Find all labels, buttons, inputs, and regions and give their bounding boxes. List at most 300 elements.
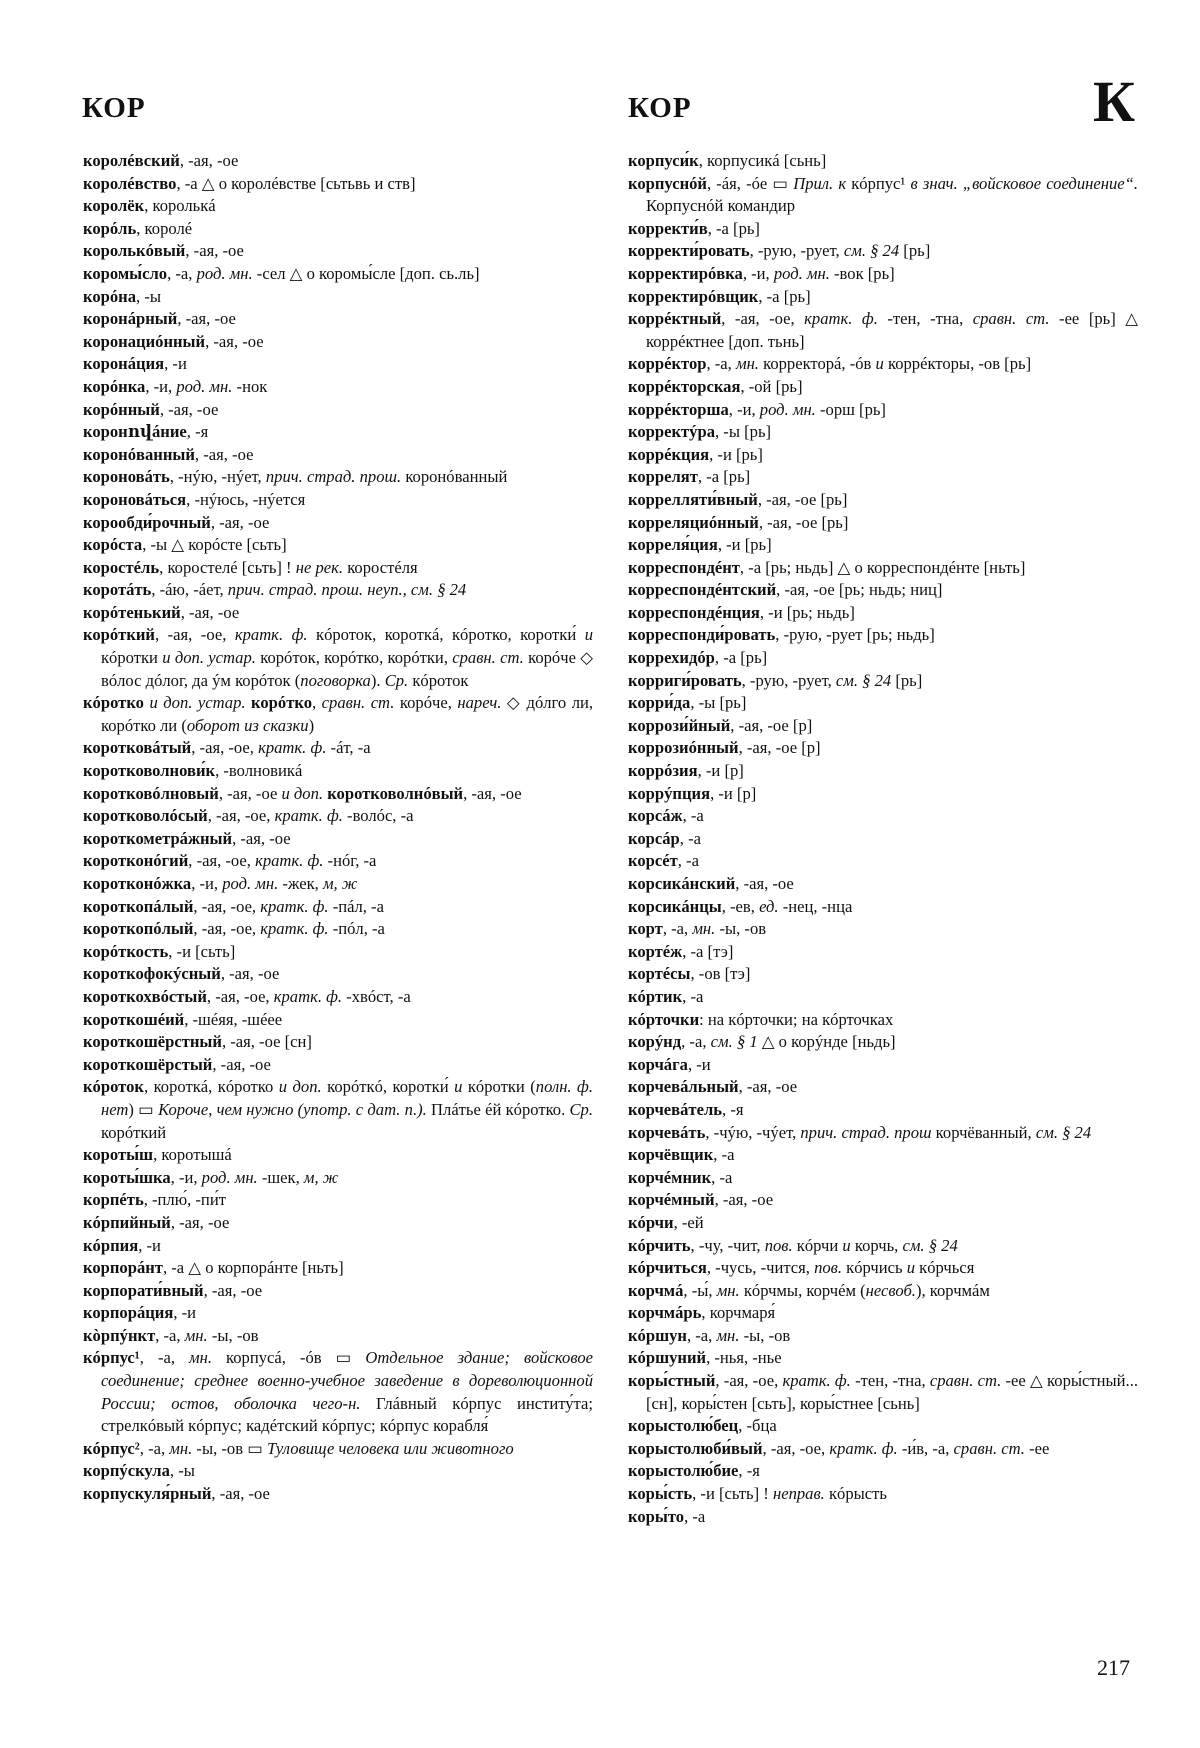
entry-headword: коррéкторская: [628, 376, 741, 396]
entry-text: , -ая, -ое: [218, 783, 282, 803]
entry-note: поговорка: [300, 670, 371, 690]
entry-note: и доп.: [281, 783, 324, 803]
entry-text: , -а: [684, 1506, 706, 1526]
dictionary-entry: [83, 1347, 593, 1437]
dictionary-entry: [628, 421, 1138, 444]
entry-text: -сел △ о коромы́сле [доп. сь.ль]: [252, 263, 480, 283]
entry-text: , -рую, -рует [рь; ньдь]: [775, 625, 935, 645]
dictionary-entry: [83, 150, 593, 173]
entry-text: , -а: [677, 851, 699, 871]
entry-note: оборот из сказки: [186, 715, 309, 735]
entry-text: , -а [тэ]: [682, 941, 734, 961]
entry-headword: коротконóжка: [83, 874, 192, 893]
entry-note: пов.: [764, 1235, 793, 1255]
entry-note: полн. ф. нет: [101, 1077, 593, 1119]
dictionary-entry: [628, 805, 1138, 828]
entry-text: , -и: [164, 354, 187, 374]
entry-headword: кóршун: [628, 1325, 687, 1345]
entry-text: кóрчись: [842, 1258, 907, 1278]
entry-headword: корóна: [83, 286, 137, 306]
entry-text: -нок: [232, 376, 268, 396]
entry-text: -шек,: [257, 1167, 304, 1187]
entry-headword: кóртик: [628, 986, 683, 1006]
entry-text: , -ая, -ое: [210, 512, 270, 532]
dictionary-entry: [628, 1212, 1138, 1235]
entry-headword: коротковолнóвый: [323, 783, 464, 803]
entry-text: , -а △ о королéвстве [сьтьвь и ств]: [176, 173, 416, 193]
entry-text: , -ая, -ое: [738, 1077, 798, 1097]
entry-headword: корпорáнт: [83, 1258, 163, 1278]
entry-text: , -рую, -рует,: [741, 670, 836, 690]
entry-headword: корректи́ровать: [628, 241, 750, 261]
entry-headword: коррозиóнный: [628, 738, 739, 758]
dictionary-entry: [628, 918, 1138, 941]
entry-text: , -ая, -ое: [180, 602, 240, 622]
entry-note: и: [875, 354, 884, 374]
entry-text: , королькá: [144, 196, 216, 216]
entry-headword: корчевáть: [628, 1122, 706, 1142]
dictionary-entry: [83, 534, 593, 557]
entry-headword: корпускуля́рный: [83, 1484, 212, 1504]
entry-text: , -ая, -ое,: [193, 919, 261, 939]
entry-note: Туловище человека или животного: [267, 1438, 514, 1458]
entry-text: , -ы △ корóсте [сьть]: [142, 535, 287, 555]
entry-text: -жек,: [278, 874, 323, 893]
entry-text: Глáвный кóрпус институ́та; стрелкóвый кóрпус; кадéтский кóрпус; кóрпус корабля́: [101, 1393, 593, 1436]
entry-text: кóроток: [408, 670, 469, 690]
entry-text: , -а: [682, 806, 704, 826]
dictionary-entry: [83, 218, 593, 241]
entry-text: , -и [рь; ньдь]: [759, 602, 855, 622]
entry-note: сравн. ст.: [452, 648, 524, 668]
dictionary-entry: [83, 1325, 593, 1348]
entry-headword: корчéмный: [628, 1190, 715, 1210]
entry-headword: кортéсы: [628, 964, 691, 984]
entry-headword: коротконóгий: [83, 851, 189, 871]
dictionary-entry: [628, 715, 1138, 738]
dictionary-entry: [83, 579, 593, 602]
dictionary-entry: [628, 150, 1138, 173]
entry-note: мн.: [692, 919, 716, 939]
dictionary-entry: [83, 941, 593, 964]
entry-text: , -а,: [139, 1348, 190, 1368]
dictionary-entry: [83, 1460, 593, 1483]
dictionary-entry: [628, 873, 1138, 896]
entry-headword: корчевáтель: [628, 1099, 723, 1119]
entry-text: -вок [рь]: [829, 263, 895, 283]
dictionary-entry: [628, 1257, 1138, 1280]
dictionary-entry: [83, 692, 593, 737]
entry-text: , -ая, -ое [р]: [738, 738, 821, 758]
entry-text: ◇ дóлго ли, корóтко ли (: [101, 693, 594, 735]
entry-headword: короткошёрстый: [83, 1054, 213, 1074]
entry-note: род. мн.: [176, 376, 233, 396]
entry-text: , -ая, -ое: [205, 331, 264, 351]
entry-headword: корсáр: [628, 828, 680, 848]
entry-text: -пóл, -а: [328, 919, 385, 939]
entry-note: м, ж: [322, 874, 358, 893]
entry-headword: коррéктный: [628, 309, 722, 329]
entry-headword: коррози́йный: [628, 715, 731, 735]
entry-headword: короновáть: [83, 467, 170, 487]
entry-headword: корóтенький: [83, 602, 181, 622]
entry-text: корóткий: [101, 1122, 167, 1142]
entry-note: Ср.: [569, 1099, 593, 1119]
entry-headword: корообди́рочный: [83, 512, 211, 532]
entry-note: и доп. устар.: [162, 648, 256, 668]
dictionary-entry: [83, 1257, 593, 1280]
entry-headword: кóрчить: [628, 1235, 691, 1255]
dictionary-entry: [628, 1325, 1138, 1348]
entry-headword: корректирóвка: [628, 263, 743, 283]
entry-note: Отдельное здание; войсковое соединение; среднее военно-учебное заведение в дореволюционной России; остов, оболочка чего-н.: [101, 1348, 593, 1413]
entry-headword: кóроток: [83, 1077, 144, 1097]
entry-text: -хвóст, -а: [342, 986, 411, 1006]
dictionary-entry: [83, 466, 593, 489]
entry-headword: коротковóлновый: [83, 783, 219, 803]
entry-note: и: [454, 1077, 463, 1097]
entry-headword: корóль: [83, 218, 137, 238]
dictionary-entry: [628, 1031, 1138, 1054]
entry-text: -тен, -тна,: [850, 1371, 930, 1391]
dictionary-entry: [628, 444, 1138, 467]
entry-headword: коромы́сло: [83, 263, 168, 283]
entry-headword: корсикáнцы: [628, 896, 722, 916]
entry-headword: корректи́в: [628, 218, 708, 238]
dictionary-entry: [628, 1460, 1138, 1483]
entry-text: , коротышá: [153, 1145, 232, 1165]
dictionary-entry: [628, 624, 1138, 647]
dictionary-entry: [628, 173, 1138, 218]
entry-text: , -и,: [742, 263, 774, 283]
dictionary-entry: [628, 353, 1138, 376]
entry-headword: коронóванный: [83, 444, 195, 464]
entry-text: кóрпус¹: [846, 173, 911, 193]
entry-text: , -и: [173, 1303, 197, 1323]
dictionary-entry: [83, 1212, 593, 1235]
dictionary-entry: [83, 828, 593, 851]
dictionary-entry: [83, 1302, 593, 1325]
entry-headword: корыстолю́бие: [628, 1461, 739, 1481]
dictionary-entry: [628, 263, 1138, 286]
entry-text: , -ая, -ое: [179, 151, 239, 170]
entry-note: пов.: [814, 1258, 843, 1278]
entry-text: , -ая, -ое: [194, 444, 254, 464]
entry-headword: коррéкция: [628, 444, 710, 464]
entry-note: см. § 24: [843, 241, 900, 261]
dictionary-entry: [628, 1122, 1138, 1145]
dictionary-entry: [628, 1483, 1138, 1506]
entry-headword: корóткий: [83, 625, 155, 645]
dictionary-entry: [628, 489, 1138, 512]
entry-note: род. мн.: [773, 263, 830, 283]
entry-text: , -а [рь]: [758, 286, 811, 306]
entry-text: ): [308, 715, 315, 735]
entry-headword: корректирóвщик: [628, 286, 759, 306]
dictionary-entry: [83, 918, 593, 941]
entry-text: , -и [сьть] !: [692, 1484, 773, 1504]
dictionary-entry: [83, 399, 593, 422]
entry-note: род. мн.: [222, 874, 279, 893]
entry-headword: корчéмник: [628, 1167, 712, 1187]
entry-text: , -ая, -ое: [735, 874, 794, 893]
entry-note: кратк. ф.: [234, 625, 308, 645]
entry-text: , -ой [рь]: [740, 376, 803, 396]
entry-text: , -ы́,: [683, 1280, 717, 1300]
page-number: 217: [1097, 1655, 1130, 1680]
running-header-left: КОР: [82, 92, 146, 124]
entry-headword: королёк: [83, 196, 145, 216]
entry-headword: корсáж: [628, 806, 683, 826]
entry-note: мн.: [189, 1348, 213, 1368]
entry-text: , -ей: [673, 1212, 704, 1232]
entry-text: , -волновикá: [215, 761, 303, 781]
entry-note: сравн. ст.: [929, 1371, 1002, 1391]
entry-text: , -а [рь]: [714, 648, 768, 668]
entry-note: кратк. ф.: [258, 738, 327, 758]
entry-text: корчь,: [850, 1235, 903, 1255]
entry-text: , -а,: [681, 1032, 711, 1052]
entry-text: кóрысть: [824, 1484, 887, 1504]
entry-headword: кóрточки: [628, 1009, 700, 1029]
entry-text: -ее: [1024, 1438, 1050, 1458]
entry-text: ), корчмáм: [915, 1280, 990, 1300]
entry-headword: корриги́ровать: [628, 670, 742, 690]
running-header-right: КОР: [628, 92, 692, 124]
dictionary-entry: [83, 353, 593, 376]
entry-text: корректорá, -óв: [758, 354, 876, 374]
entry-text: , -и,: [170, 1167, 202, 1187]
entry-text: , -ая, -ое,: [155, 625, 235, 645]
entry-text: Плáтье éй кóротко.: [426, 1099, 570, 1119]
entry-text: , -ая, -ое: [159, 399, 219, 419]
entry-text: , -ая, -ое: [170, 1212, 230, 1232]
entry-text: △ о корýнде [ньдь]: [757, 1032, 896, 1052]
entry-note: род. мн.: [759, 399, 816, 419]
entry-note: не рек.: [295, 557, 344, 577]
dictionary-entry: [628, 1506, 1138, 1529]
entry-note: род. мн.: [201, 1167, 258, 1187]
entry-text: кóроток, короткá, кóротко, коротки́: [307, 625, 585, 645]
entry-text: , -áя, -óе ▭: [707, 173, 794, 193]
entry-headword: коры́сть: [628, 1484, 693, 1504]
entry-headword: короткопáлый: [83, 896, 194, 916]
entry-text: , -а: [682, 986, 704, 1006]
entry-note: см. § 24: [835, 670, 892, 690]
entry-note: мн.: [169, 1438, 193, 1458]
entry-headword: коротковолнови́к: [83, 761, 216, 781]
dictionary-entry: [83, 240, 593, 263]
entry-headword: королькóвый: [83, 241, 186, 261]
entry-note: прич. страд. прош. неуп., см. § 24: [227, 580, 467, 600]
dictionary-entry: [628, 850, 1138, 873]
dictionary-entry: [628, 1099, 1138, 1122]
entry-headword: королéвство: [83, 173, 177, 193]
entry-headword: корт: [628, 919, 663, 939]
dictionary-entry: [628, 1280, 1138, 1303]
entry-text: , корчмаря́: [701, 1303, 776, 1323]
entry-note: кратк. ф.: [804, 309, 878, 329]
dictionary-entry: [83, 1235, 593, 1258]
dictionary-entry: [83, 331, 593, 354]
entry-note: неправ.: [772, 1484, 825, 1504]
entry-text: , -и [рь]: [717, 535, 772, 555]
entry-note: кратк. ф.: [255, 851, 324, 871]
entry-headword: корпéть: [83, 1190, 144, 1210]
entry-text: ,: [312, 693, 322, 713]
left-column: [83, 150, 593, 1506]
dictionary-entry: [83, 286, 593, 309]
entry-headword: корсéт: [628, 851, 678, 871]
dictionary-entry: [83, 602, 593, 625]
dictionary-entry: [628, 1009, 1138, 1032]
entry-text: , -ая, -ое: [714, 1190, 774, 1210]
entry-text: , -а [рь]: [697, 467, 751, 487]
dictionary-entry: [628, 1370, 1138, 1415]
entry-note: ед.: [759, 896, 779, 916]
entry-text: -волóс, -а: [342, 806, 414, 826]
dictionary-entry: [628, 534, 1138, 557]
dictionary-entry: [628, 737, 1138, 760]
entry-text: , короткá, кóротко: [143, 1077, 279, 1097]
dictionary-entry: [83, 873, 593, 896]
entry-text: , -и: [687, 1054, 711, 1074]
entry-headword: коротáть: [83, 580, 152, 600]
entry-text: корóче,: [394, 693, 458, 713]
entry-text: [рь]: [899, 241, 931, 261]
entry-headword: кóрпус²: [83, 1438, 140, 1458]
entry-text: , -ая, -ое,: [762, 1438, 830, 1458]
entry-headword: корóнный: [83, 399, 160, 419]
entry-text: , -а,: [662, 919, 693, 939]
entry-note: кратк. ф.: [273, 986, 343, 1006]
entry-headword: корпорáция: [83, 1303, 174, 1323]
entry-headword: корреспонди́ровать: [628, 625, 776, 645]
entry-headword: коронациóнный: [83, 331, 206, 351]
entry-text: , -чусь, -чится,: [706, 1258, 815, 1278]
entry-note: кратк. ф.: [274, 806, 343, 826]
entry-note: и доп. устар.: [143, 693, 246, 713]
entry-text: , -а,: [706, 354, 736, 374]
entry-text: , -ая, -ое: [220, 964, 280, 984]
entry-text: Корпуснóй командир: [646, 196, 796, 216]
dictionary-entry: [83, 376, 593, 399]
entry-text: , -я: [738, 1461, 760, 1481]
entry-text: -ы, -ов: [739, 1325, 791, 1345]
entry-headword: короты́ш: [83, 1145, 154, 1165]
dictionary-entry: [628, 240, 1138, 263]
entry-text: -нец, -нца: [778, 896, 853, 916]
entry-text: , -ая, -ое: [212, 1054, 271, 1074]
entry-text: , -ая, -ое: [211, 1484, 270, 1504]
entry-text: , -ая, -ое: [185, 241, 244, 261]
entry-headword: кóрчи: [628, 1212, 674, 1232]
entry-headword: корчáга: [628, 1054, 688, 1074]
entry-headword: коррóзия: [628, 761, 698, 781]
dictionary-entry: [628, 896, 1138, 919]
entry-text: , -ая, -ое: [177, 309, 236, 329]
entry-headword: короткошёрстный: [83, 1032, 222, 1052]
entry-text: , -а,: [167, 263, 197, 283]
entry-note: см. § 24: [902, 1235, 958, 1255]
entry-text: корóток, корóтко, корóтки,: [255, 648, 453, 668]
entry-headword: корри́да: [628, 693, 691, 713]
dictionary-entry: [628, 308, 1138, 353]
entry-text: -ы, -ов ▭: [192, 1438, 268, 1458]
entry-note: см. § 24: [1035, 1122, 1092, 1142]
entry-headword: корсикáнский: [628, 874, 736, 893]
entry-note: мн.: [716, 1280, 740, 1300]
entry-headword: корпýскула: [83, 1461, 170, 1481]
entry-headword: корчмáрь: [628, 1303, 702, 1323]
dictionary-entry: [628, 512, 1138, 535]
dictionary-entry: [628, 986, 1138, 1009]
dictionary-entry: [83, 1280, 593, 1303]
entry-headword: коры́то: [628, 1506, 685, 1526]
dictionary-entry: [628, 602, 1138, 625]
dictionary-entry: [83, 986, 593, 1009]
entry-text: , -ов [тэ]: [690, 964, 751, 984]
entry-headword: короткохвóстый: [83, 986, 207, 1006]
dictionary-entry: [628, 692, 1138, 715]
entry-text: , -а: [679, 828, 701, 848]
dictionary-entry: [628, 941, 1138, 964]
dictionary-entry: [83, 1483, 593, 1506]
entry-headword: короткопóлый: [83, 919, 194, 939]
dictionary-entry: [628, 760, 1138, 783]
entry-text: , -ы [рь]: [690, 693, 747, 713]
entry-headword: королéвский: [83, 151, 180, 170]
entry-note: мн.: [184, 1325, 208, 1345]
dictionary-entry: [83, 850, 593, 873]
entry-text: , -и,: [191, 874, 223, 893]
entry-text: , -ая, -ое,: [191, 738, 259, 758]
entry-text: , -а,: [686, 1325, 717, 1345]
entry-text: , коростелé [сьть] !: [159, 557, 296, 577]
entry-text: -орш [рь]: [815, 399, 886, 419]
entry-text: , -áю, -áет,: [151, 580, 228, 600]
entry-text: коростéля: [343, 557, 418, 577]
entry-note: кратк. ф.: [829, 1438, 898, 1458]
entry-text: -ее [рь] △ коррéктнее [доп. тьнь]: [646, 309, 1139, 351]
dictionary-entry: [628, 1144, 1138, 1167]
entry-headword: коротковáтый: [83, 738, 192, 758]
dictionary-entry: [628, 647, 1138, 670]
entry-text: , -ая, -ое [р]: [730, 715, 813, 735]
dictionary-entry: [83, 1054, 593, 1077]
entry-text: , -плю́, -пи́т: [143, 1190, 226, 1210]
dictionary-entry: [83, 421, 593, 444]
dictionary-entry: [83, 1189, 593, 1212]
dictionary-entry: [628, 1054, 1138, 1077]
entry-headword: корýнд: [628, 1032, 682, 1052]
entry-text: , -нья, -нье: [706, 1348, 782, 1368]
entry-text: , -ая, -ое,: [206, 986, 274, 1006]
entry-text: , королé: [136, 218, 193, 238]
entry-text: -ее △ коры́стный... [сн], коры́стен [сьть], коры́стнее [сьнь]: [646, 1371, 1138, 1413]
dictionary-entry: [628, 783, 1138, 806]
entry-text: , -нýюсь, -нýется: [186, 489, 306, 509]
entry-text: , -чýю, -чýет,: [705, 1122, 801, 1142]
entry-text: , -и,: [728, 399, 760, 419]
dictionary-entry: [83, 308, 593, 331]
entry-note: прич. страд. прош.: [265, 467, 402, 487]
dictionary-entry: [628, 1302, 1138, 1325]
entry-headword: корыстолюби́вый: [628, 1438, 763, 1458]
entry-headword: корпуснóй: [628, 173, 707, 193]
entry-headword: кóрпус¹: [83, 1348, 140, 1368]
entry-text: ).: [370, 670, 385, 690]
